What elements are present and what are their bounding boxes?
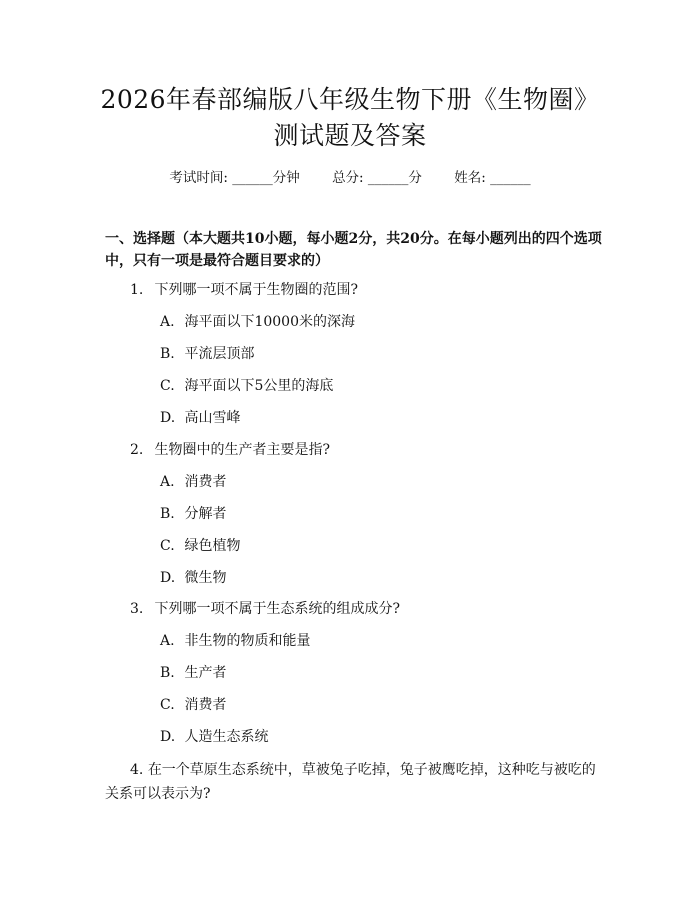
total-score-label: 总分: [332, 170, 364, 186]
question-text: 下列哪一项不属于生物圈的范围? [154, 282, 358, 298]
option-text: 消费者 [184, 697, 227, 713]
question-1 [130, 280, 358, 300]
option-text: 消费者 [184, 474, 227, 490]
section-heading-multiple-choice: 一、选择题（本大题共10小题，每小题2分，共20分。在每小题列出的四个选项中，只有一项是最符合题目要求的） [105, 231, 602, 269]
page-title-line1: 2026年春部编版八年级生物下册《生物圈》 [100, 85, 600, 114]
option-letter: A. [160, 633, 175, 649]
page-title-line2: 测试题及答案 [273, 121, 427, 150]
option-text: 微生物 [184, 570, 227, 586]
question-1-option-a [160, 312, 355, 332]
question-text: 生物圈中的生产者主要是指? [154, 442, 330, 458]
option-letter: B. [160, 506, 175, 522]
option-letter: D. [160, 570, 176, 586]
student-name-label: 姓名: [454, 170, 486, 186]
student-name-blank: ______ [490, 170, 531, 186]
student-name-field [454, 168, 530, 188]
question-3-option-d [160, 727, 268, 747]
question-number: 3. [130, 601, 144, 617]
total-score-unit: 分 [408, 170, 422, 186]
question-text: 在一个草原生态系统中，草被兔子吃掉，兔子被鹰吃掉，这种吃与被吃的关系可以表示为? [105, 762, 596, 802]
exam-info-bar [0, 168, 700, 188]
question-3 [130, 599, 400, 619]
question-3-option-a [160, 631, 310, 651]
option-text: 分解者 [184, 506, 227, 522]
option-text: 平流层顶部 [184, 346, 255, 362]
option-text: 人造生态系统 [184, 729, 269, 745]
option-text: 非生物的物质和能量 [184, 633, 311, 649]
option-letter: C. [160, 697, 175, 713]
exam-time-unit: 分钟 [272, 170, 300, 186]
question-3-option-c [160, 695, 226, 715]
question-2-option-b [160, 504, 226, 524]
option-letter: D. [160, 729, 176, 745]
question-1-option-c [160, 376, 333, 396]
option-text: 海平面以下5公里的海底 [184, 378, 334, 394]
option-letter: A. [160, 314, 175, 330]
question-2 [130, 440, 330, 460]
question-2-option-a [160, 472, 226, 492]
option-text: 高山雪峰 [184, 410, 241, 426]
option-text: 海平面以下10000米的深海 [184, 314, 355, 330]
option-letter: B. [160, 665, 175, 681]
option-text: 绿色植物 [184, 538, 241, 554]
question-1-option-b [160, 344, 254, 364]
question-4 [105, 758, 605, 806]
exam-time-field [169, 168, 299, 188]
option-letter: A. [160, 474, 175, 490]
question-text: 下列哪一项不属于生态系统的组成成分? [154, 601, 400, 617]
question-3-option-b [160, 663, 226, 683]
question-number: 2. [130, 442, 144, 458]
option-letter: B. [160, 346, 175, 362]
option-letter: C. [160, 538, 175, 554]
option-letter: C. [160, 378, 175, 394]
question-1-option-d [160, 408, 240, 428]
question-number: 1. [130, 282, 144, 298]
total-score-field [332, 168, 422, 188]
question-2-option-c [160, 536, 240, 556]
question-number: 4. [130, 762, 144, 778]
exam-time-blank: ______ [232, 170, 273, 186]
total-score-blank: ______ [367, 170, 409, 186]
option-text: 生产者 [184, 665, 227, 681]
option-letter: D. [160, 410, 176, 426]
question-2-option-d [160, 568, 226, 588]
exam-time-label: 考试时间: [169, 170, 228, 186]
